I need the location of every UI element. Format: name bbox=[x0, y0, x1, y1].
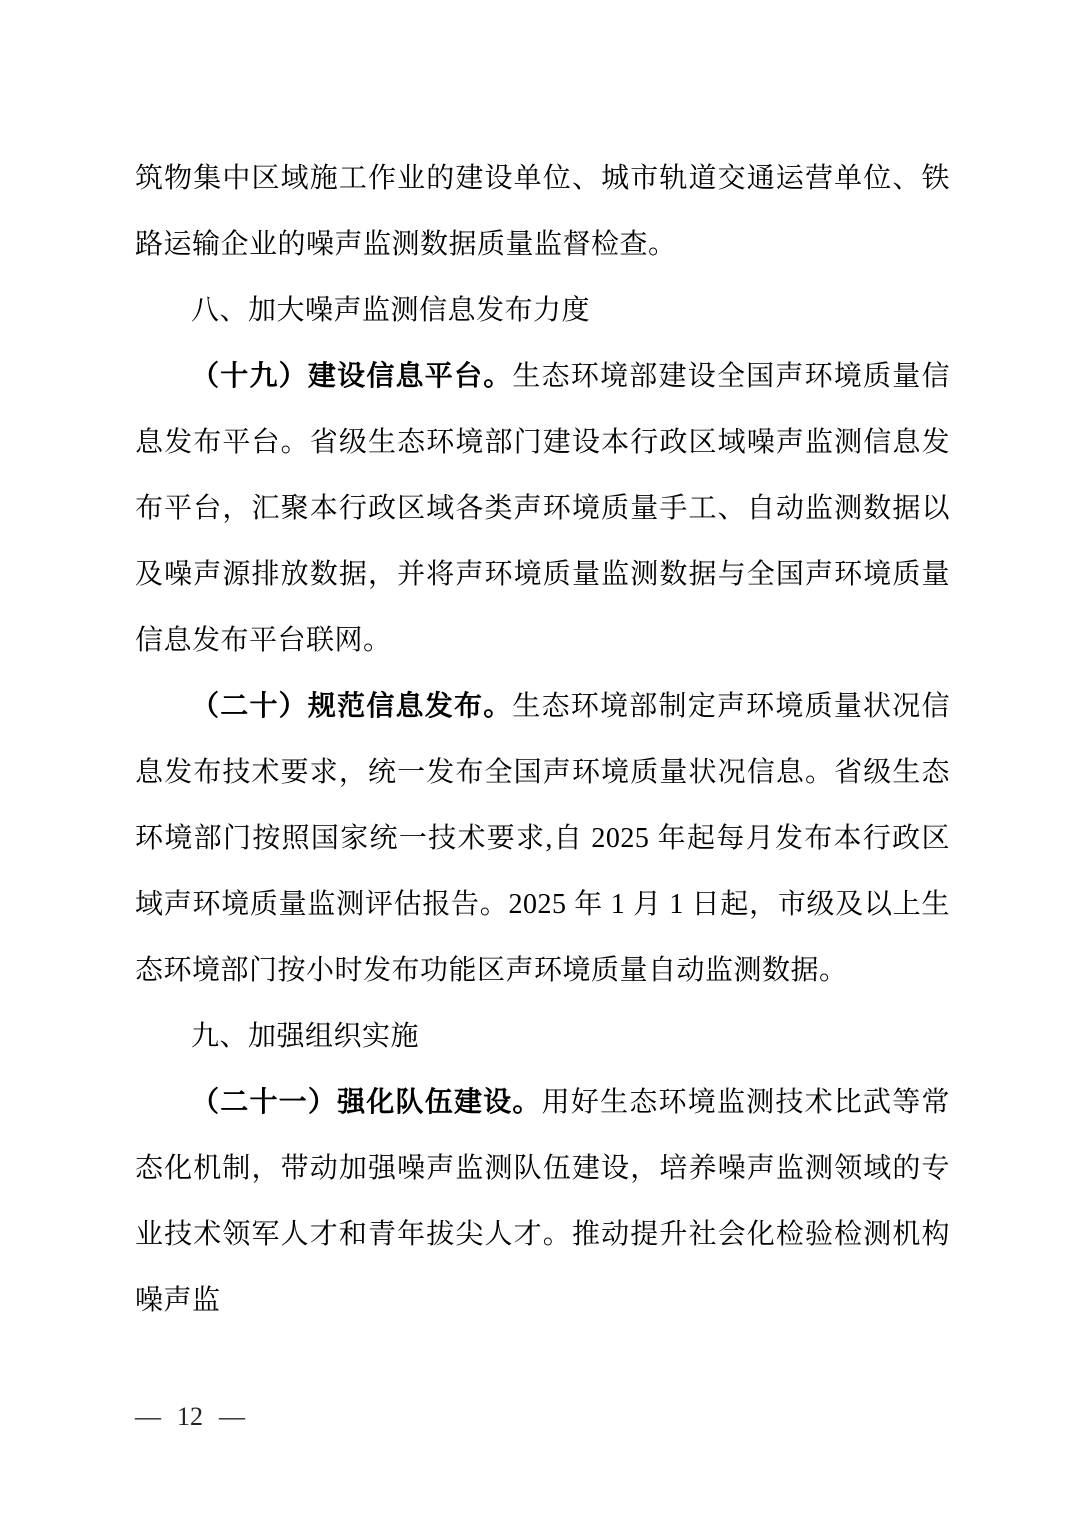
section-heading-text: 九、加强组织实施 bbox=[191, 1021, 420, 1052]
page-number-dash-left: — bbox=[135, 1402, 161, 1431]
paragraph-text: 筑物集中区域施工作业的建设单位、城市轨道交通运营单位、铁路运输企业的噪声监测数据质量监督检查。 bbox=[135, 163, 950, 260]
page-number bbox=[135, 1402, 245, 1432]
paragraph-text: 生态环境部建设全国声环境质量信息发布平台。省级生态环境部门建设本行政区域噪声监测信息发布平台，汇聚本行政区域各类声环境质量手工、自动监测数据以及噪声源排放数据，并将声环境质量监测数据与全国声环境质量信息发布平台联网。 bbox=[135, 361, 950, 656]
section-heading-8 bbox=[135, 278, 950, 344]
page-number-dash-right: — bbox=[219, 1402, 245, 1431]
section-heading-9 bbox=[135, 1004, 950, 1070]
paragraph-text: 生态环境部制定声环境质量状况信息发布技术要求，统一发布全国声环境质量状况信息。省级生态环境部门按照国家统一技术要求,自 2025 年起每月发布本行政区域声环境质量监测评估报告。2025 年 1 月 1 日起，市级及以上生态环境部门按小时发布功能区声环境质量自动监测数据。 bbox=[135, 691, 950, 986]
section-heading-text: 八、加大噪声监测信息发布力度 bbox=[191, 295, 591, 326]
paragraph-item-21 bbox=[135, 1070, 950, 1334]
paragraph-lead: （十九）建设信息平台。 bbox=[191, 361, 513, 392]
document-body bbox=[135, 146, 950, 1334]
paragraph-continuation bbox=[135, 146, 950, 278]
paragraph-item-19 bbox=[135, 344, 950, 674]
paragraph-lead: （二十）规范信息发布。 bbox=[191, 691, 513, 722]
paragraph-lead: （二十一）强化队伍建设。 bbox=[191, 1087, 542, 1118]
page-number-value: 12 bbox=[177, 1402, 203, 1431]
paragraph-text: 用好生态环境监测技术比武等常态化机制，带动加强噪声监测队伍建设，培养噪声监测领域的专业技术领军人才和青年拔尖人才。推动提升社会化检验检测机构噪声监 bbox=[135, 1087, 950, 1316]
paragraph-item-20 bbox=[135, 674, 950, 1004]
